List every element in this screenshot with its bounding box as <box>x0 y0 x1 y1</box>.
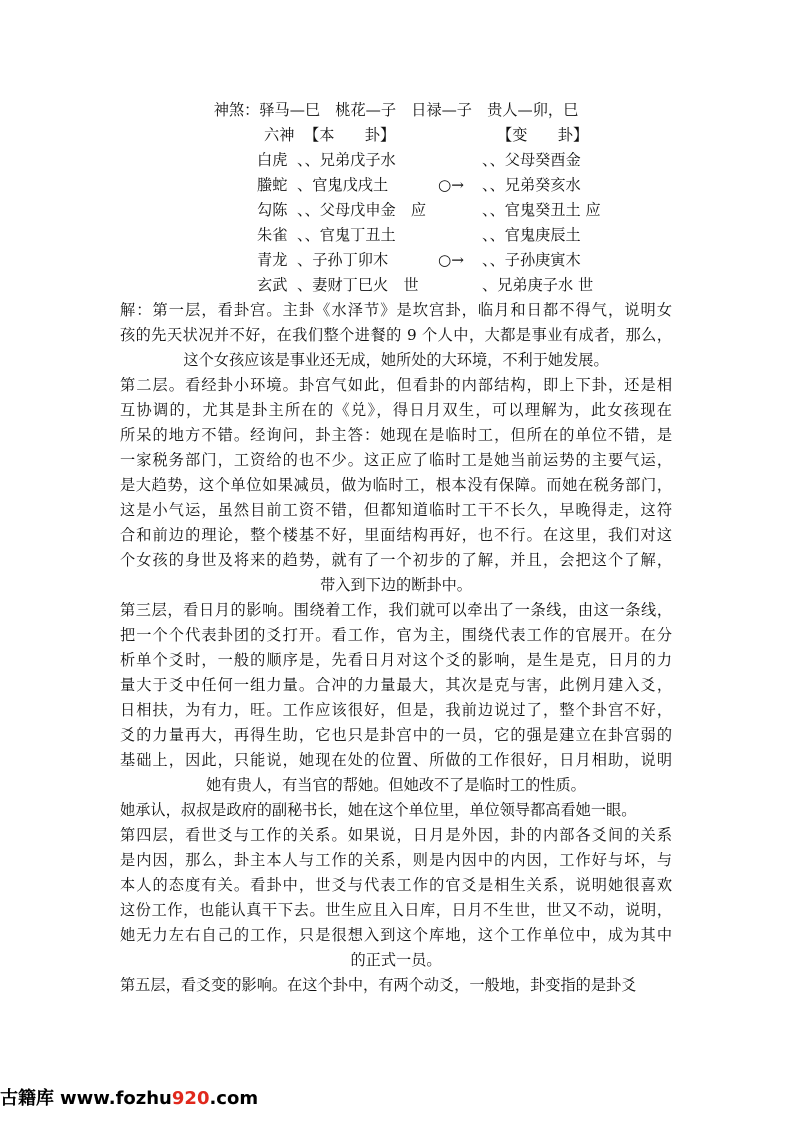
gua-row-liushen: 勾陈 <box>257 201 288 219</box>
text-line: 一家税务部门，工资给的也不少。这正应了临时工是她当前运势的主要气运， <box>120 451 672 469</box>
text-line: 带入到下边的断卦中。 <box>320 576 472 594</box>
text-line: 这份工作，也能认真干下去。世生应且入日库，日月不生世，世又不动，说明， <box>120 901 672 919</box>
gua-table <box>120 148 672 298</box>
text-line: 这是小气运，虽然目前工资不错，但都知道临时工干不长久，早晚得走，这符 <box>120 501 672 519</box>
gua-row-ben-yao: 、、兄弟戊子水 <box>297 151 396 169</box>
gua-row-ben-yao: 、官鬼戊戌土 <box>297 176 389 194</box>
text-line: 互协调的，尤其是卦主所在的《兑》，得日月双生，可以理解为，此女孩现在 <box>120 401 672 419</box>
gua-row <box>120 223 672 248</box>
paragraph <box>120 298 672 373</box>
gua-header-row <box>120 123 672 148</box>
gua-row-bian-yao: 、、官鬼庚辰土 <box>482 226 581 244</box>
gua-row-liushen: 朱雀 <box>257 226 288 244</box>
watermark-url-prefix: www.fozhu <box>60 1088 172 1109</box>
text-line: 量大于爻中任何一组力量。合冲的力量最大，其次是克与害，此例月建入爻， <box>120 676 672 694</box>
ben-gua-header: 【本 卦】 <box>304 126 396 144</box>
gua-row-liushen: 青龙 <box>257 251 288 269</box>
text-line: 析单个爻时，一般的顺序是，先看日月对这个爻的影响，是生是克，日月的力 <box>120 651 672 669</box>
text-line: 所呆的地方不错。经询问，卦主答：她现在是临时工，但所在的单位不错，是 <box>120 426 672 444</box>
text-line: 本人的态度有关。看卦中，世爻与代表工作的官爻是相生关系，说明她很喜欢 <box>120 876 672 894</box>
text-line: 解：第一层，看卦宫。主卦《水泽节》是坎宫卦，临月和日都不得气，说明女 <box>120 301 672 319</box>
text-line: 她承认，叔叔是政府的副秘书长，她在这个单位里，单位领导都高看她一眼。 <box>120 801 637 819</box>
gua-row-moving-mark: ○→ <box>438 176 464 194</box>
paragraph <box>120 973 672 998</box>
liushen-header: 六神 <box>264 126 295 144</box>
paragraph <box>120 598 672 798</box>
text-line: 合和前边的理论，整个楼基不好，里面结构再好，也不行。在这里，我们对这 <box>120 526 672 544</box>
text-line: 的正式一员。 <box>350 951 442 969</box>
text-line: 第四层，看世爻与工作的关系。如果说，日月是外因，卦的内部各爻间的关系 <box>120 826 672 844</box>
gua-row-liushen: 白虎 <box>257 151 288 169</box>
gua-row-liushen: 螣蛇 <box>257 176 288 194</box>
gua-row-bian-yao: 、、兄弟癸亥水 <box>482 176 581 194</box>
gua-row-ben-yao: 、子孙丁卯木 <box>297 251 389 269</box>
gua-row-moving-mark: ○→ <box>438 251 464 269</box>
gua-row-liushen: 玄武 <box>257 276 288 294</box>
text-line: 个女孩的身世及将来的趋势，就有了一个初步的了解，并且，会把这个了解， <box>120 551 672 569</box>
gua-row-ben-yao: 、、父母戊申金 应 <box>297 201 427 219</box>
text-body <box>120 298 672 998</box>
paragraph <box>120 373 672 598</box>
text-line: 是内因，那么，卦主本人与工作的关系，则是内因中的内因，工作好与坏，与 <box>120 851 672 869</box>
document-body <box>120 98 672 998</box>
text-line: 她有贵人，有当官的帮她。但她改不了是临时工的性质。 <box>206 776 586 794</box>
watermark-url-suffix: .com <box>209 1088 259 1109</box>
bian-gua-header: 【变 卦】 <box>497 126 589 144</box>
text-line: 爻的力量再大，再得生助，它也只是卦宫中的一员，它的强是建立在卦宫弱的 <box>120 726 672 744</box>
paragraph <box>120 798 672 823</box>
gua-row-bian-yao: 、兄弟庚子水 世 <box>482 276 594 294</box>
text-line: 日相扶，为有力，旺。工作应该很好，但是，我前边说过了，整个卦宫不好， <box>120 701 672 719</box>
text-line: 孩的先天状况并不好，在我们整个进餐的 9 个人中，大都是事业有成者，那么， <box>120 326 672 344</box>
paragraph <box>120 823 672 973</box>
watermark-name: 古籍库 <box>0 1088 54 1109</box>
gua-row <box>120 273 672 298</box>
gua-row-bian-yao: 、、子孙庚寅木 <box>482 251 581 269</box>
gua-row <box>120 148 672 173</box>
text-line: 是大趋势，这个单位如果减员，做为临时工，根本没有保障。而她在税务部门， <box>120 476 672 494</box>
text-line: 第三层，看日月的影响。围绕着工作，我们就可以牵出了一条线，由这一条线， <box>120 601 672 619</box>
gua-row-ben-yao: 、、官鬼丁丑土 <box>297 226 396 244</box>
text-line: 把一个个代表卦团的爻打开。看工作，官为主，围绕代表工作的官展开。在分 <box>120 626 672 644</box>
site-watermark <box>0 1084 300 1114</box>
text-line: 第二层。看经卦小环境。卦宫气如此，但看卦的内部结构，即上下卦，还是相 <box>120 376 672 394</box>
watermark-url-accent: 920 <box>171 1088 210 1109</box>
text-line: 基础上，因此，只能说，她现在处的位置、所做的工作很好，日月相助，说明 <box>120 751 672 769</box>
text-line: 这个女孩应该是事业还无成，她所处的大环境，不利于她发展。 <box>183 351 609 369</box>
text-line: 她无力左右自己的工作，只是很想入到这个库地，这个工作单位中，成为其中 <box>120 926 672 944</box>
gua-row-ben-yao: 、妻财丁巳火 世 <box>297 276 419 294</box>
text-line: 第五层，看爻变的影响。在这个卦中，有两个动爻，一般地，卦变指的是卦爻 <box>120 976 637 994</box>
shensha-line: 神煞：驿马—巳 桃花—子 日禄—子 贵人—卯，巳 <box>213 101 579 119</box>
gua-row-bian-yao: 、、官鬼癸丑土 应 <box>482 201 601 219</box>
gua-row-bian-yao: 、、父母癸酉金 <box>482 151 581 169</box>
gua-row <box>120 198 672 223</box>
gua-row <box>120 248 672 273</box>
gua-row <box>120 173 672 198</box>
